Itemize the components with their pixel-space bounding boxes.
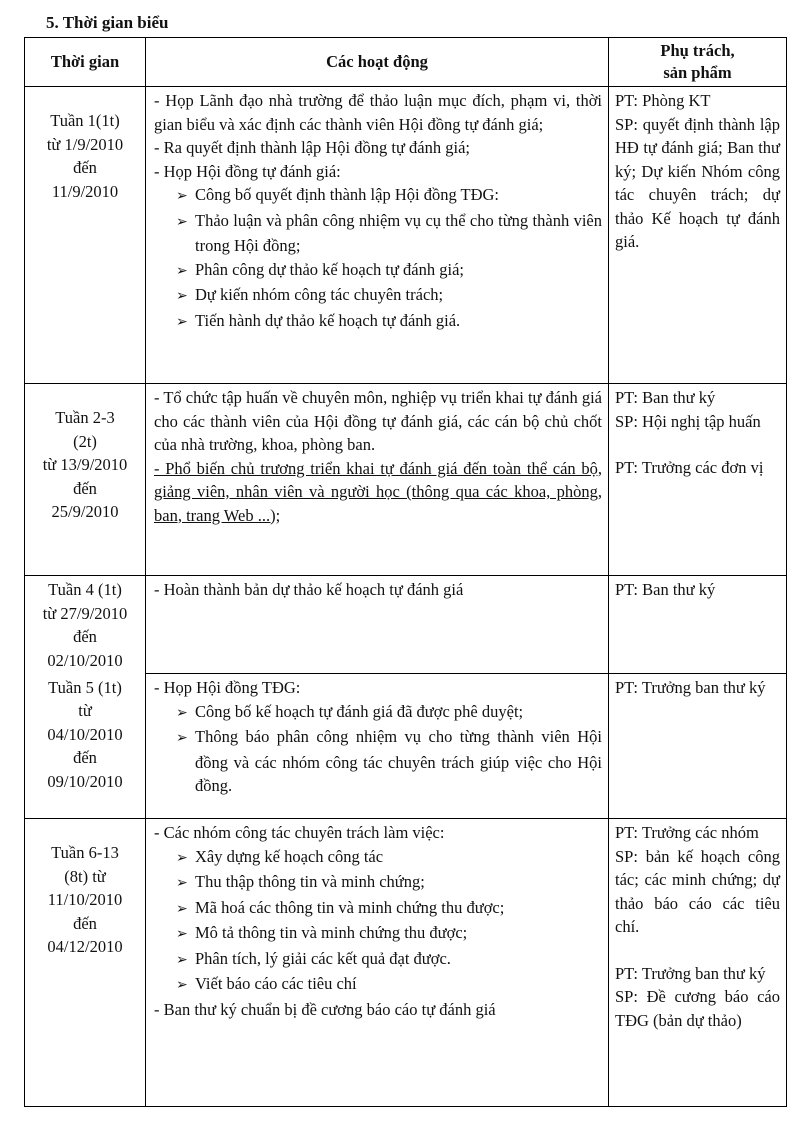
time-line: 04/12/2010 [47, 937, 123, 956]
product-text: SP: Hội nghị tập huấn [615, 411, 761, 431]
sub-activity-text: Phân công dự thảo kế hoạch tự đánh giá; [195, 259, 464, 279]
arrow-bullet-icon: ➢ [176, 705, 188, 721]
table-row [25, 576, 787, 674]
header-responsible-line1: Phụ trách, [660, 41, 735, 60]
time-line: từ [78, 701, 92, 720]
time-line: đến [73, 913, 97, 933]
sub-activity-text: Xây dựng kế hoạch công tác [195, 846, 384, 866]
arrow-bullet-icon: ➢ [176, 189, 188, 204]
sub-activity-text: Công bố kế hoạch tự đánh giá đã được phê duyệt; [195, 701, 524, 721]
sub-activity-text: Thảo luận và phân công nhiệm vụ cụ thể cho từng thành viên trong Hội đồng; [195, 210, 602, 255]
time-line: 02/10/2010 [47, 650, 123, 670]
product-text: SP: quyết định thành lập HĐ tự đánh giá; Ban thư ký; Dự kiến Nhóm công tác chuyên trách; dự thảo Kế hoạch tự đánh giá. [615, 114, 780, 251]
activity: - Họp Hội đồng tự đánh giá: [154, 161, 341, 181]
activities-cell [146, 819, 609, 1107]
arrow-bullet-icon: ➢ [176, 978, 188, 993]
arrow-bullet-icon: ➢ [176, 901, 188, 917]
activity: - Tổ chức tập huấn về chuyên môn, nghiệp vụ triển khai tự đánh giá cho các thành viên của Hội đồng tự đánh giá, các cán bộ chủ chốt của nhà trường, khoa, phòng ban. [154, 388, 602, 454]
header-responsible-line2: sản phẩm [663, 63, 732, 82]
responsible-cell [609, 674, 787, 819]
sub-activity [176, 921, 602, 947]
sub-activity-text: Viết báo cáo các tiêu chí [195, 974, 357, 993]
sub-activity-text: Phân tích, lý giải các kết quả đạt được. [195, 948, 451, 968]
activity: - Họp Lãnh đạo nhà trường để thảo luận mục đích, phạm vi, thời gian biểu và xác định các thành viên Hội đồng tự đánh giá; [154, 91, 602, 134]
time-line: Tuần 5 (1t) [48, 677, 122, 697]
time-line: Tuần 4 (1t) [48, 580, 122, 599]
time-cell [25, 576, 146, 674]
time-line: đến [73, 627, 97, 646]
sub-activity [176, 309, 602, 335]
sub-activity [176, 725, 602, 798]
time-cell [25, 87, 146, 384]
sub-activity-text: Tiến hành dự thảo kế hoạch tự đánh giá. [195, 310, 461, 330]
time-line: 11/9/2010 [51, 181, 119, 201]
time-line: Tuần 2-3 [55, 408, 115, 427]
responsible-text: PT: Ban thư ký [615, 388, 716, 407]
time-cell [25, 674, 146, 819]
arrow-bullet-icon: ➢ [176, 263, 188, 279]
table-row [25, 819, 787, 1107]
arrow-bullet-icon: ➢ [176, 731, 188, 746]
responsible-cell [609, 384, 787, 576]
sub-activity-text: Dự kiến nhóm công tác chuyên trách; [195, 285, 444, 304]
arrow-bullet-icon: ➢ [176, 876, 188, 891]
time-line: Tuần 6-13 [51, 843, 119, 862]
table-row [25, 674, 787, 819]
sub-activity [176, 283, 602, 309]
responsible-text: PT: Trưởng các đơn vị [615, 458, 764, 477]
product-text: SP: Đề cương báo cáo TĐG (bản dự thảo) [615, 987, 780, 1030]
table-row [25, 384, 787, 576]
activity: - Ra quyết định thành lập Hội đồng tự đánh giá; [154, 138, 470, 157]
schedule-table [24, 37, 787, 1107]
activities-cell [146, 384, 609, 576]
sub-activity [176, 209, 602, 258]
section-heading: 5. Thời gian biểu [46, 13, 169, 32]
responsible-cell [609, 819, 787, 1107]
table-row [25, 87, 787, 384]
header-time: Thời gian [25, 38, 146, 87]
arrow-bullet-icon: ➢ [176, 952, 188, 968]
time-line: (2t) [73, 431, 97, 451]
activity: - Họp Hội đồng TĐG: [154, 678, 301, 697]
time-line: đến [73, 478, 97, 498]
activities-cell [146, 576, 609, 674]
sub-activity-text: Mã hoá các thông tin và minh chứng thu được; [195, 897, 505, 917]
activity: - Các nhóm công tác chuyên trách làm việc: [154, 823, 445, 842]
time-line: 09/10/2010 [47, 771, 123, 791]
sub-activity-text: Mô tả thông tin và minh chứng thu được; [195, 923, 468, 942]
sub-activity-text: Thu thập thông tin và minh chứng; [195, 872, 425, 891]
product-text: SP: bản kế hoạch công tác; các minh chứng; dự thảo báo cáo các tiêu chí. [615, 846, 780, 936]
time-line: từ 13/9/2010 [42, 455, 128, 474]
time-line: Tuần 1(1t) [50, 111, 120, 130]
time-line: đến [73, 158, 97, 177]
header-responsible [609, 38, 787, 87]
arrow-bullet-icon: ➢ [176, 850, 188, 866]
sub-activity [176, 896, 602, 922]
activity: - Ban thư ký chuẩn bị đề cương báo cáo tự đánh giá [154, 999, 496, 1019]
sub-activity [176, 258, 602, 284]
responsible-text: PT: Trưởng ban thư ký [615, 963, 766, 983]
time-line: 25/9/2010 [51, 502, 119, 521]
responsible-cell [609, 576, 787, 674]
activities-cell [146, 87, 609, 384]
sub-activity [176, 183, 602, 209]
activity: - Hoàn thành bản dự thảo kế hoạch tự đánh giá [154, 580, 464, 599]
responsible-text: PT: Phòng KT [615, 91, 711, 110]
sub-activity [176, 972, 602, 998]
sub-activity-text: Công bố quyết định thành lập Hội đồng TĐG: [195, 185, 500, 204]
sub-activity [176, 947, 602, 973]
sub-activity [176, 700, 602, 726]
arrow-bullet-icon: ➢ [176, 289, 188, 304]
arrow-bullet-icon: ➢ [176, 214, 188, 230]
arrow-bullet-icon: ➢ [176, 927, 188, 942]
activities-cell [146, 674, 609, 819]
responsible-text: PT: Ban thư ký [615, 580, 716, 599]
time-line: 11/10/2010 [47, 890, 123, 909]
header-activities: Các hoạt động [146, 38, 609, 87]
table-header-row [25, 38, 787, 87]
time-line: đến [73, 748, 97, 767]
arrow-bullet-icon: ➢ [176, 314, 188, 330]
sub-activity [176, 870, 602, 896]
time-cell [25, 384, 146, 576]
time-line: 04/10/2010 [47, 724, 123, 744]
responsible-text: PT: Trưởng ban thư ký [615, 678, 766, 697]
time-cell [25, 819, 146, 1107]
responsible-cell [609, 87, 787, 384]
time-line: từ 1/9/2010 [46, 134, 124, 154]
responsible-text: PT: Trưởng các nhóm [615, 823, 759, 842]
activity-underlined: - Phổ biến chủ trương triển khai tự đánh giá đến toàn thể cán bộ, giảng viên, nhân viên và người học (thông qua các khoa, phòng, ban, trang Web ...); [154, 458, 602, 525]
time-line: từ 27/9/2010 [42, 603, 128, 623]
time-line: (8t) từ [64, 866, 106, 886]
sub-activity [176, 845, 602, 871]
sub-activity-text: Thông báo phân công nhiệm vụ cho từng thành viên Hội đồng và các nhóm công tác chuyên trách giúp việc cho Hội đồng. [195, 727, 602, 795]
